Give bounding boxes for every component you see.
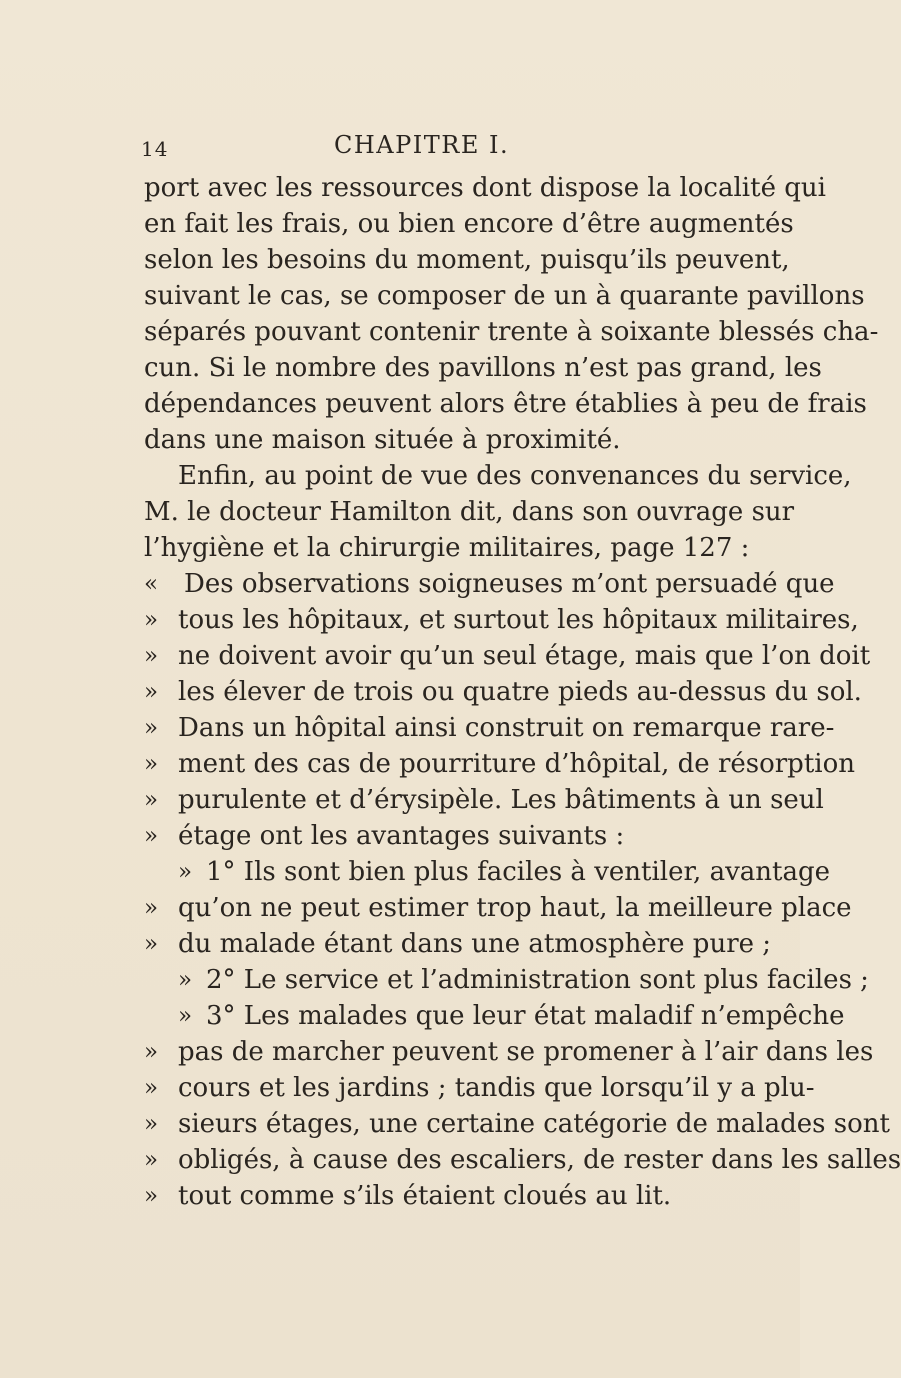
quote-mark: » [144, 1075, 159, 1101]
text-line: suivant le cas, se composer de un à quarante pavillons [144, 281, 865, 311]
quote-mark: » [144, 931, 159, 957]
quote-mark: » [144, 1039, 159, 1065]
text-line: port avec les ressources dont dispose la localité qui [144, 173, 826, 203]
text-line: séparés pouvant contenir trente à soixante blessés cha- [144, 317, 879, 347]
quote-mark: » [144, 607, 159, 633]
quote-line: » 1° Ils sont bien plus faciles à ventiler, avantage [144, 854, 766, 890]
quote-mark: » [144, 895, 159, 921]
quote-mark: » [144, 1183, 159, 1209]
quote-line: » obligés, à cause des escaliers, de rester dans les salles [144, 1142, 766, 1178]
quote-mark: » [144, 1111, 159, 1137]
quote-mark: » [144, 787, 159, 813]
text-line: en fait les frais, ou bien encore d’être augmentés [144, 209, 794, 239]
quote-mark: » [144, 643, 159, 669]
quote-line: » du malade étant dans une atmosphère pure ; [144, 926, 766, 962]
text-line: M. le docteur Hamilton dit, dans son ouvrage sur [144, 497, 795, 527]
quote-line: » les élever de trois ou quatre pieds au-dessus du sol. [144, 674, 766, 710]
quote-line: » 3° Les malades que leur état maladif n’empêche [144, 998, 766, 1034]
text-line: dépendances peuvent alors être établies à peu de frais [144, 389, 867, 419]
text-line: Enfin, au point de vue des convenances du service, [178, 461, 852, 491]
quote-line: « Des observations soigneuses m’ont persuadé que [144, 566, 766, 602]
quote-line: » ne doivent avoir qu’un seul étage, mais que l’on doit [144, 638, 766, 674]
page-number: 14 [141, 137, 169, 161]
quote-mark: » [178, 967, 193, 993]
quote-line: » purulente et d’érysipèle. Les bâtiments à un seul [144, 782, 766, 818]
quote-mark: « [144, 571, 159, 597]
text-line: dans une maison située à proximité. [144, 425, 621, 455]
quote-mark: » [144, 751, 159, 777]
running-title: CHAPITRE I. [334, 131, 510, 159]
quote-mark: » [178, 1003, 193, 1029]
quote-mark: » [144, 1147, 159, 1173]
text-line: cun. Si le nombre des pavillons n’est pas grand, les [144, 353, 822, 383]
quote-line: » sieurs étages, une certaine catégorie de malades sont [144, 1106, 766, 1142]
quote-line: » 2° Le service et l’administration sont plus faciles ; [144, 962, 766, 998]
quote-mark: » [144, 679, 159, 705]
quote-mark: » [178, 859, 193, 885]
quote-mark: » [144, 823, 159, 849]
page-header [0, 131, 800, 163]
quote-line: » cours et les jardins ; tandis que lorsqu’il y a plu- [144, 1070, 766, 1106]
quote-line: » qu’on ne peut estimer trop haut, la meilleure place [144, 890, 766, 926]
quote-line: » tous les hôpitaux, et surtout les hôpitaux militaires, [144, 602, 766, 638]
quote-line: » pas de marcher peuvent se promener à l’air dans les [144, 1034, 766, 1070]
quote-line: » Dans un hôpital ainsi construit on remarque rare- [144, 710, 766, 746]
text-line: selon les besoins du moment, puisqu’ils peuvent, [144, 245, 790, 275]
quote-line: » ment des cas de pourriture d’hôpital, de résorption [144, 746, 766, 782]
quote-mark: » [144, 715, 159, 741]
quote-line: » tout comme s’ils étaient cloués au lit. [144, 1178, 766, 1214]
quote-line: » étage ont les avantages suivants : [144, 818, 766, 854]
text-line: l’hygiène et la chirurgie militaires, page 127 : [144, 533, 750, 563]
